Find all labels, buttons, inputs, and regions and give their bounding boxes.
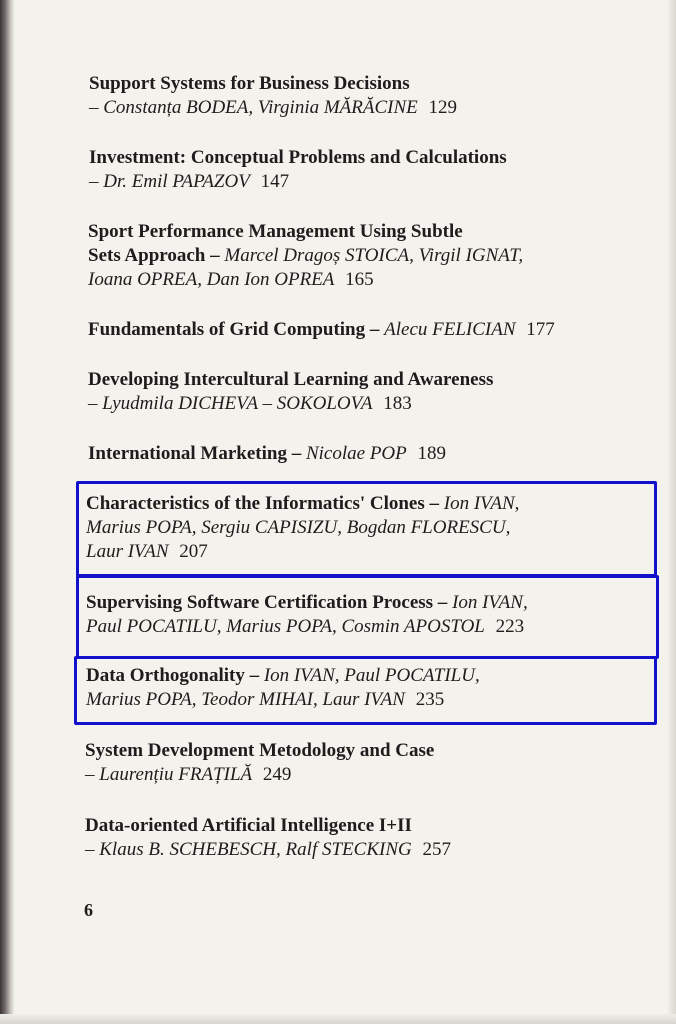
entry-title: Sport Performance Management Using Subtle	[88, 221, 463, 242]
entry-page-number: 147	[260, 171, 290, 192]
entry-authors: Ion IVAN,	[452, 592, 528, 613]
entry-page-number: 235	[415, 689, 445, 710]
entry-authors: Marius POPA, Teodor MIHAI, Laur IVAN	[86, 689, 405, 710]
entry-title: International Marketing –	[88, 443, 302, 464]
entry-title: Support Systems for Business Decisions	[89, 73, 410, 94]
entry-authors: – Klaus B. SCHEBESCH, Ralf STECKING	[85, 839, 412, 860]
toc-entry	[88, 220, 651, 292]
entry-authors: Ion IVAN, Paul POCATILU,	[263, 665, 480, 686]
toc-entry	[85, 739, 649, 787]
toc-entry	[88, 442, 651, 466]
entry-authors: Laur IVAN	[86, 541, 169, 562]
entry-authors: Paul POCATILU, Marius POPA, Cosmin APOSTOL	[86, 616, 485, 637]
entry-title: Developing Intercultural Learning and Awareness	[88, 369, 494, 390]
entry-page-number: 249	[262, 764, 292, 785]
entry-page-number: 223	[495, 616, 525, 637]
entry-page-number: 257	[422, 839, 451, 860]
entry-page-number: 189	[417, 443, 446, 464]
entry-page-number: 129	[428, 97, 458, 118]
entry-title: Supervising Software Certification Process –	[86, 592, 448, 613]
toc-entry	[85, 814, 649, 862]
entry-title-continued: Sets Approach –	[88, 245, 220, 266]
entry-title: Fundamentals of Grid Computing –	[88, 319, 380, 340]
entry-author-line	[86, 540, 649, 564]
toc-entry	[86, 591, 649, 639]
entry-author-line	[86, 688, 649, 712]
entry-title-line	[86, 492, 649, 516]
entry-author-line	[89, 96, 652, 120]
entry-title: Data-oriented Artificial Intelligence I+II	[85, 815, 412, 836]
entry-authors: Ion IVAN,	[443, 493, 520, 514]
entry-author-line	[89, 170, 652, 194]
entry-title: System Development Metodology and Case	[85, 740, 435, 761]
entry-title: Data Orthogonality –	[86, 665, 260, 686]
entry-author-line	[88, 392, 651, 416]
entry-authors: – Constanța BODEA, Virginia MĂRĂCINE	[89, 97, 418, 118]
entry-authors: Nicolae POP	[305, 443, 407, 464]
entry-author-line	[86, 615, 649, 639]
entry-authors: – Laurențiu FRAȚILĂ	[85, 764, 253, 785]
entry-page-number: 177	[526, 319, 555, 340]
entry-title-line	[88, 244, 651, 268]
entry-authors: Marius POPA, Sergiu CAPISIZU, Bogdan FLORESCU,	[86, 517, 511, 538]
toc-entry	[89, 146, 652, 194]
entry-title: Investment: Conceptual Problems and Calculations	[89, 147, 507, 168]
entry-author-line	[88, 268, 651, 292]
entry-title: Characteristics of the Informatics' Clones –	[86, 493, 440, 514]
entry-author-line	[85, 838, 649, 862]
entry-author-line	[85, 763, 649, 787]
entry-title-line	[86, 664, 649, 688]
entry-authors: – Dr. Emil PAPAZOV	[89, 171, 250, 192]
entry-title-line	[88, 318, 651, 342]
entry-authors: Ioana OPREA, Dan Ion OPREA	[88, 269, 335, 290]
entry-page-number: 207	[179, 541, 208, 562]
entry-authors: Marcel Dragoș STOICA, Virgil IGNAT,	[224, 245, 524, 266]
toc-entry	[86, 664, 649, 712]
toc-entry	[88, 368, 651, 416]
entry-authors: – Lyudmila DICHEVA – SOKOLOVA	[88, 393, 373, 414]
entry-page-number: 165	[345, 269, 374, 290]
toc-entry	[86, 492, 649, 564]
page-number: 6	[84, 900, 93, 920]
toc-entry	[88, 318, 651, 342]
entry-title-line	[88, 442, 651, 466]
entry-page-number: 183	[383, 393, 412, 414]
entry-authors: Alecu FELICIAN	[384, 319, 516, 340]
entry-title-line	[86, 591, 649, 615]
toc-entry	[89, 72, 652, 120]
